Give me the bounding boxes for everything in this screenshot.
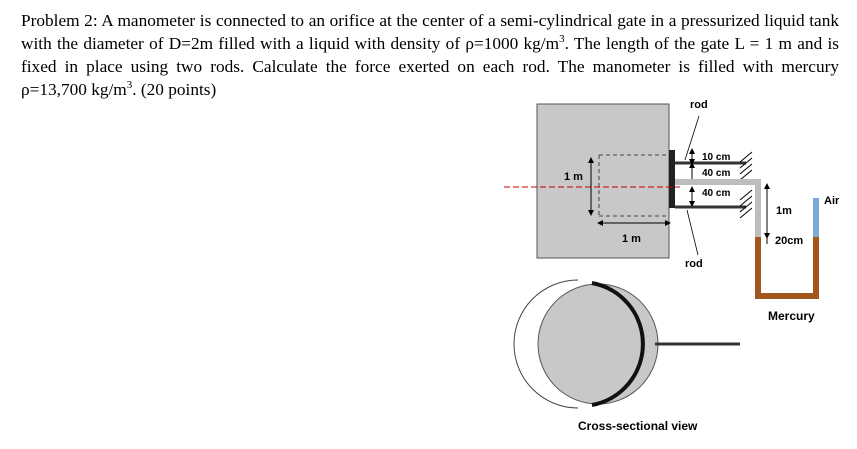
cubed-1: 3: [559, 33, 565, 46]
rod-bottom-leader: [687, 210, 698, 255]
cubed-2: 3: [126, 79, 133, 92]
mercury-label: Mercury: [768, 309, 815, 323]
problem-label: Problem 2:: [21, 11, 98, 30]
dim-1m-left-label: 1 m: [564, 171, 583, 183]
rod-top-label: rod: [690, 99, 708, 111]
wall-hatch-upper: [740, 152, 752, 180]
problem-text-2: . The length of the gate L = 1 m and is fixed in place using two rods. Calculate the force exerted on each rod. The manometer is filled with mercury ρ=13,700 kg/m: [21, 34, 840, 99]
cross-section-tank-body: [538, 284, 658, 404]
cross-section-label: Cross-sectional view: [578, 419, 698, 433]
problem-text-1: A manometer is connected to an orifice at the center of a semi-cylindrical gate in a pressurized liquid tank with the diameter of D=2m filled with a liquid with density of ρ=1000 kg/m: [21, 11, 840, 53]
dim-10cm-label: 10 cm: [702, 152, 731, 163]
wall-hatch-lower: [740, 190, 752, 218]
dim-40cm-a-label: 40 cm: [702, 168, 731, 179]
dim-1m-right-label: 1m: [776, 205, 792, 217]
dim-1m-bottom-label: 1 m: [622, 233, 641, 245]
problem-text-3: . (20 points): [132, 80, 217, 99]
air-label: Air: [824, 195, 840, 207]
tank-side-view: [537, 104, 669, 258]
dim-40cm-b-label: 40 cm: [702, 188, 731, 199]
rod-bottom-label: rod: [685, 258, 703, 270]
gate-plate: [669, 150, 675, 208]
dim-20cm-label: 20cm: [775, 235, 804, 247]
